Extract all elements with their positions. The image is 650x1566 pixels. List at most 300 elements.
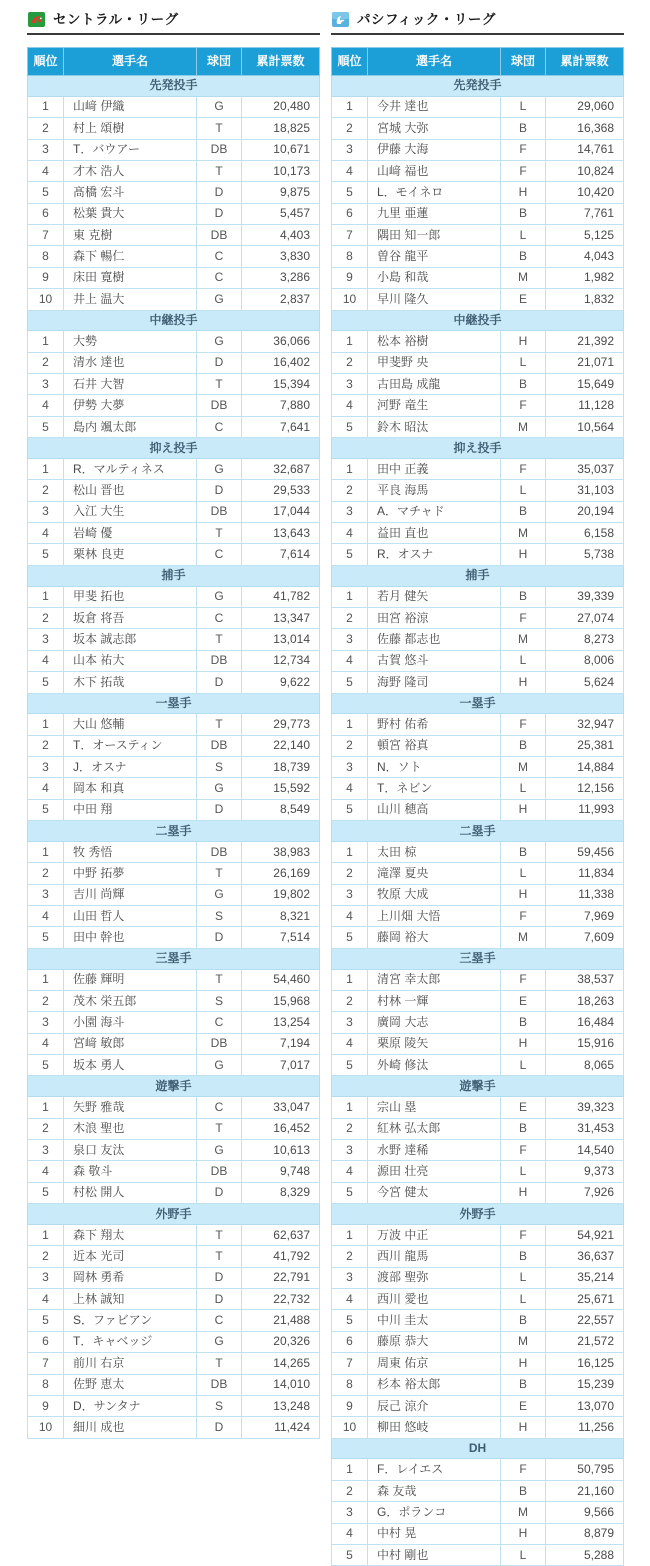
table-row <box>332 1480 624 1501</box>
voting-table <box>331 47 624 1566</box>
votes-cell: 27,074 <box>546 608 624 629</box>
player-name-cell: 佐野 恵太 <box>64 1374 197 1395</box>
table-row <box>332 225 624 246</box>
rank-cell: 1 <box>332 586 368 607</box>
table-row <box>28 650 320 671</box>
voting-table <box>27 47 320 1439</box>
table-row <box>332 1331 624 1352</box>
section-header-row <box>28 565 320 586</box>
team-cell: DB <box>197 735 242 756</box>
player-name-cell: 滝澤 夏央 <box>368 863 501 884</box>
table-row <box>332 182 624 203</box>
rank-cell: 2 <box>332 608 368 629</box>
section-title: 一塁手 <box>332 693 624 714</box>
rank-cell: 5 <box>332 416 368 437</box>
player-name-cell: J．オスナ <box>64 757 197 778</box>
team-cell: C <box>197 1097 242 1118</box>
player-name-cell: 太田 椋 <box>368 841 501 862</box>
votes-cell: 7,609 <box>546 927 624 948</box>
team-cell: E <box>501 289 546 310</box>
player-name-cell: 古賀 悠斗 <box>368 650 501 671</box>
rank-cell: 5 <box>28 1310 64 1331</box>
table-row <box>332 374 624 395</box>
table-row <box>28 799 320 820</box>
rank-cell: 9 <box>28 267 64 288</box>
table-row <box>28 1182 320 1203</box>
rank-cell: 4 <box>332 1033 368 1054</box>
votes-cell: 3,830 <box>242 246 320 267</box>
votes-cell: 36,066 <box>242 331 320 352</box>
rank-cell: 2 <box>28 118 64 139</box>
section-header-row <box>28 76 320 97</box>
table-row <box>28 352 320 373</box>
player-name-cell: 河野 竜生 <box>368 395 501 416</box>
table-row <box>28 1012 320 1033</box>
votes-cell: 10,420 <box>546 182 624 203</box>
rank-cell: 10 <box>332 1417 368 1438</box>
votes-cell: 16,368 <box>546 118 624 139</box>
player-name-cell: 山田 哲人 <box>64 906 197 927</box>
table-row <box>332 1523 624 1544</box>
votes-cell: 15,239 <box>546 1374 624 1395</box>
rank-cell: 3 <box>332 884 368 905</box>
table-row <box>28 778 320 799</box>
team-cell: L <box>501 1544 546 1565</box>
table-row <box>332 1395 624 1416</box>
team-cell: C <box>197 1310 242 1331</box>
rank-cell: 1 <box>28 841 64 862</box>
rank-cell: 2 <box>332 480 368 501</box>
votes-cell: 17,044 <box>242 501 320 522</box>
votes-cell: 31,453 <box>546 1118 624 1139</box>
votes-cell: 8,006 <box>546 650 624 671</box>
rank-cell: 1 <box>28 1224 64 1245</box>
player-name-cell: 益田 直也 <box>368 523 501 544</box>
rank-cell: 5 <box>332 1055 368 1076</box>
rank-cell: 3 <box>332 501 368 522</box>
rank-cell: 5 <box>332 1182 368 1203</box>
votes-cell: 62,637 <box>242 1224 320 1245</box>
votes-cell: 59,456 <box>546 841 624 862</box>
rank-cell: 2 <box>332 735 368 756</box>
rank-cell: 1 <box>332 96 368 117</box>
team-cell: L <box>501 1055 546 1076</box>
player-name-cell: 九里 亜蓮 <box>368 203 501 224</box>
team-cell: D <box>197 799 242 820</box>
rank-cell: 4 <box>28 778 64 799</box>
player-name-cell: 甲斐野 央 <box>368 352 501 373</box>
player-name-cell: 甲斐 拓也 <box>64 586 197 607</box>
table-row <box>332 650 624 671</box>
votes-cell: 41,792 <box>242 1246 320 1267</box>
central-league-icon <box>28 12 45 27</box>
rank-cell: 1 <box>332 841 368 862</box>
player-name-cell: 中村 晃 <box>368 1523 501 1544</box>
column-header-player: 選手名 <box>368 48 501 76</box>
table-row <box>332 1224 624 1245</box>
player-name-cell: 矢野 雅哉 <box>64 1097 197 1118</box>
team-cell: B <box>501 118 546 139</box>
table-row <box>332 757 624 778</box>
player-name-cell: 源田 壮亮 <box>368 1161 501 1182</box>
rank-cell: 8 <box>332 246 368 267</box>
section-header-row <box>28 310 320 331</box>
votes-cell: 7,926 <box>546 1182 624 1203</box>
team-cell: F <box>501 969 546 990</box>
rank-cell: 3 <box>28 629 64 650</box>
votes-cell: 38,983 <box>242 841 320 862</box>
team-cell: S <box>197 906 242 927</box>
table-row <box>332 1161 624 1182</box>
rank-cell: 8 <box>28 246 64 267</box>
player-name-cell: 松葉 貴大 <box>64 203 197 224</box>
rank-cell: 3 <box>332 1140 368 1161</box>
rank-cell: 1 <box>28 458 64 479</box>
rank-cell: 3 <box>332 139 368 160</box>
column-header-rank: 順位 <box>28 48 64 76</box>
votes-cell: 12,156 <box>546 778 624 799</box>
player-name-cell: 髙橋 宏斗 <box>64 182 197 203</box>
section-header-row <box>28 1204 320 1225</box>
rank-cell: 5 <box>28 416 64 437</box>
table-row <box>28 1140 320 1161</box>
rank-cell: 3 <box>28 1140 64 1161</box>
table-row <box>332 1502 624 1523</box>
player-name-cell: D．サンタナ <box>64 1395 197 1416</box>
player-name-cell: 水野 達稀 <box>368 1140 501 1161</box>
votes-cell: 9,622 <box>242 672 320 693</box>
player-name-cell: 山本 祐大 <box>64 650 197 671</box>
votes-cell: 15,592 <box>242 778 320 799</box>
team-cell: G <box>197 1140 242 1161</box>
section-header-row <box>332 821 624 842</box>
section-header-row <box>332 1438 624 1459</box>
team-cell: L <box>501 225 546 246</box>
votes-cell: 13,014 <box>242 629 320 650</box>
rank-cell: 2 <box>28 990 64 1011</box>
section-title: 先発投手 <box>28 76 320 97</box>
team-cell: L <box>501 1267 546 1288</box>
votes-cell: 2,837 <box>242 289 320 310</box>
votes-cell: 21,488 <box>242 1310 320 1331</box>
column-header-row <box>332 48 624 76</box>
player-name-cell: 森下 暢仁 <box>64 246 197 267</box>
team-cell: F <box>501 1459 546 1480</box>
votes-cell: 16,484 <box>546 1012 624 1033</box>
section-header-row <box>332 693 624 714</box>
table-body <box>28 76 320 1439</box>
team-cell: D <box>197 1267 242 1288</box>
player-name-cell: R．オスナ <box>368 544 501 565</box>
column-header-votes: 累計票数 <box>546 48 624 76</box>
league-title: パシフィック・リーグ <box>357 12 496 27</box>
team-cell: C <box>197 246 242 267</box>
rank-cell: 7 <box>332 1353 368 1374</box>
votes-cell: 26,169 <box>242 863 320 884</box>
votes-cell: 39,339 <box>546 586 624 607</box>
player-name-cell: 西川 龍馬 <box>368 1246 501 1267</box>
player-name-cell: 東 克樹 <box>64 225 197 246</box>
votes-cell: 8,065 <box>546 1055 624 1076</box>
section-header-row <box>28 438 320 459</box>
votes-cell: 15,916 <box>546 1033 624 1054</box>
team-cell: H <box>501 884 546 905</box>
player-name-cell: 木下 拓哉 <box>64 672 197 693</box>
table-row <box>28 586 320 607</box>
votes-cell: 21,572 <box>546 1331 624 1352</box>
section-header-row <box>332 1076 624 1097</box>
player-name-cell: 村林 一輝 <box>368 990 501 1011</box>
team-cell: F <box>501 906 546 927</box>
player-name-cell: T．ネビン <box>368 778 501 799</box>
votes-cell: 50,795 <box>546 1459 624 1480</box>
table-row <box>28 1395 320 1416</box>
votes-cell: 35,037 <box>546 458 624 479</box>
player-name-cell: 杉本 裕太郎 <box>368 1374 501 1395</box>
table-row <box>28 160 320 181</box>
votes-cell: 16,452 <box>242 1118 320 1139</box>
rank-cell: 4 <box>28 906 64 927</box>
votes-cell: 14,010 <box>242 1374 320 1395</box>
section-header-row <box>332 948 624 969</box>
section-title: 抑え投手 <box>332 438 624 459</box>
rank-cell: 5 <box>28 1182 64 1203</box>
rank-cell: 8 <box>332 1374 368 1395</box>
rank-cell: 2 <box>332 990 368 1011</box>
player-name-cell: F．レイエス <box>368 1459 501 1480</box>
table-row <box>332 395 624 416</box>
section-title: 中継投手 <box>28 310 320 331</box>
rank-cell: 4 <box>332 650 368 671</box>
team-cell: G <box>197 289 242 310</box>
table-row <box>28 523 320 544</box>
table-row <box>28 927 320 948</box>
player-name-cell: 茂木 栄五郎 <box>64 990 197 1011</box>
table-row <box>28 480 320 501</box>
rank-cell: 5 <box>332 672 368 693</box>
player-name-cell: 松山 晋也 <box>64 480 197 501</box>
table-row <box>28 757 320 778</box>
rank-cell: 4 <box>28 1289 64 1310</box>
table-row <box>28 629 320 650</box>
player-name-cell: 佐藤 都志也 <box>368 629 501 650</box>
section-title: 二塁手 <box>28 821 320 842</box>
table-row <box>28 969 320 990</box>
table-row <box>332 139 624 160</box>
table-body <box>332 76 624 1566</box>
section-title: 外野手 <box>28 1204 320 1225</box>
votes-cell: 12,734 <box>242 650 320 671</box>
table-row <box>28 672 320 693</box>
player-name-cell: 廣岡 大志 <box>368 1012 501 1033</box>
table-row <box>28 289 320 310</box>
player-name-cell: 田宮 裕涼 <box>368 608 501 629</box>
table-row <box>332 672 624 693</box>
votes-cell: 20,326 <box>242 1331 320 1352</box>
team-cell: DB <box>197 1374 242 1395</box>
votes-cell: 16,402 <box>242 352 320 373</box>
team-cell: DB <box>197 1161 242 1182</box>
table-row <box>28 374 320 395</box>
table-row <box>332 1140 624 1161</box>
rank-cell: 1 <box>28 1097 64 1118</box>
player-name-cell: 隅田 知一郎 <box>368 225 501 246</box>
table-row <box>28 608 320 629</box>
votes-cell: 4,403 <box>242 225 320 246</box>
votes-cell: 11,424 <box>242 1417 320 1438</box>
team-cell: L <box>501 1289 546 1310</box>
rank-cell: 1 <box>28 969 64 990</box>
section-header-row <box>332 76 624 97</box>
votes-cell: 8,329 <box>242 1182 320 1203</box>
section-title: 抑え投手 <box>28 438 320 459</box>
player-name-cell: T．バウアー <box>64 139 197 160</box>
player-name-cell: 今井 達也 <box>368 96 501 117</box>
table-row <box>332 608 624 629</box>
votes-cell: 3,286 <box>242 267 320 288</box>
team-cell: M <box>501 629 546 650</box>
player-name-cell: T．キャベッジ <box>64 1331 197 1352</box>
column-header-player: 選手名 <box>64 48 197 76</box>
table-row <box>332 1459 624 1480</box>
player-name-cell: 野村 佑希 <box>368 714 501 735</box>
team-cell: D <box>197 672 242 693</box>
rank-cell: 2 <box>28 735 64 756</box>
section-title: 外野手 <box>332 1204 624 1225</box>
rank-cell: 9 <box>332 1395 368 1416</box>
rank-cell: 2 <box>332 352 368 373</box>
rank-cell: 2 <box>332 1246 368 1267</box>
player-name-cell: 清水 達也 <box>64 352 197 373</box>
table-row <box>332 523 624 544</box>
table-row <box>332 544 624 565</box>
table-row <box>332 96 624 117</box>
votes-cell: 13,254 <box>242 1012 320 1033</box>
table-row <box>28 1374 320 1395</box>
player-name-cell: 牧原 大成 <box>368 884 501 905</box>
player-name-cell: 村松 開人 <box>64 1182 197 1203</box>
section-title: 二塁手 <box>332 821 624 842</box>
table-row <box>332 352 624 373</box>
league-title: セントラル・リーグ <box>53 12 179 27</box>
player-name-cell: 小園 海斗 <box>64 1012 197 1033</box>
table-row <box>332 1353 624 1374</box>
player-name-cell: 泉口 友汰 <box>64 1140 197 1161</box>
player-name-cell: 近本 光司 <box>64 1246 197 1267</box>
rank-cell: 2 <box>332 863 368 884</box>
team-cell: M <box>501 1502 546 1523</box>
table-row <box>332 863 624 884</box>
rank-cell: 3 <box>332 374 368 395</box>
team-cell: H <box>501 544 546 565</box>
team-cell: E <box>501 1395 546 1416</box>
section-title: 遊撃手 <box>28 1076 320 1097</box>
team-cell: D <box>197 203 242 224</box>
team-cell: B <box>501 1374 546 1395</box>
team-cell: L <box>501 96 546 117</box>
rank-cell: 2 <box>28 480 64 501</box>
rank-cell: 7 <box>332 225 368 246</box>
league-title-bar <box>27 9 320 35</box>
team-cell: B <box>501 501 546 522</box>
player-name-cell: A．マチャド <box>368 501 501 522</box>
votes-cell: 7,614 <box>242 544 320 565</box>
rank-cell: 6 <box>332 1331 368 1352</box>
rank-cell: 4 <box>332 523 368 544</box>
player-name-cell: 岡林 勇希 <box>64 1267 197 1288</box>
section-title: 捕手 <box>332 565 624 586</box>
votes-cell: 8,273 <box>546 629 624 650</box>
table-row <box>28 501 320 522</box>
table-row <box>332 969 624 990</box>
team-cell: F <box>501 395 546 416</box>
votes-cell: 7,761 <box>546 203 624 224</box>
team-cell: G <box>197 778 242 799</box>
votes-cell: 6,158 <box>546 523 624 544</box>
team-cell: B <box>501 246 546 267</box>
votes-cell: 32,687 <box>242 458 320 479</box>
votes-cell: 5,125 <box>546 225 624 246</box>
table-row <box>332 1118 624 1139</box>
table-row <box>332 246 624 267</box>
team-cell: M <box>501 523 546 544</box>
votes-cell: 21,071 <box>546 352 624 373</box>
votes-cell: 13,643 <box>242 523 320 544</box>
team-cell: T <box>197 1224 242 1245</box>
votes-cell: 8,879 <box>546 1523 624 1544</box>
table-row <box>332 906 624 927</box>
table-row <box>28 416 320 437</box>
rank-cell: 4 <box>332 1289 368 1310</box>
votes-cell: 9,373 <box>546 1161 624 1182</box>
team-cell: L <box>501 778 546 799</box>
rank-cell: 4 <box>28 523 64 544</box>
team-cell: B <box>501 1012 546 1033</box>
table-row <box>28 1097 320 1118</box>
team-cell: B <box>501 374 546 395</box>
table-row <box>332 203 624 224</box>
player-name-cell: 今宮 健太 <box>368 1182 501 1203</box>
section-header-row <box>332 1204 624 1225</box>
team-cell: B <box>501 735 546 756</box>
player-name-cell: 山﨑 伊織 <box>64 96 197 117</box>
table-row <box>28 1267 320 1288</box>
votes-cell: 20,194 <box>546 501 624 522</box>
team-cell: D <box>197 1182 242 1203</box>
table-row <box>332 416 624 437</box>
votes-cell: 14,540 <box>546 1140 624 1161</box>
votes-cell: 7,641 <box>242 416 320 437</box>
league-column <box>27 9 320 1566</box>
votes-cell: 10,613 <box>242 1140 320 1161</box>
section-header-row <box>28 821 320 842</box>
table-row <box>332 927 624 948</box>
player-name-cell: 大山 悠輔 <box>64 714 197 735</box>
votes-cell: 5,457 <box>242 203 320 224</box>
table-row <box>332 1055 624 1076</box>
rank-cell: 10 <box>28 1417 64 1438</box>
section-title: 先発投手 <box>332 76 624 97</box>
team-cell: T <box>197 863 242 884</box>
team-cell: DB <box>197 841 242 862</box>
votes-cell: 5,288 <box>546 1544 624 1565</box>
table-row <box>28 139 320 160</box>
votes-cell: 10,671 <box>242 139 320 160</box>
rank-cell: 4 <box>332 1523 368 1544</box>
votes-cell: 10,824 <box>546 160 624 181</box>
table-row <box>28 246 320 267</box>
team-cell: M <box>501 1331 546 1352</box>
